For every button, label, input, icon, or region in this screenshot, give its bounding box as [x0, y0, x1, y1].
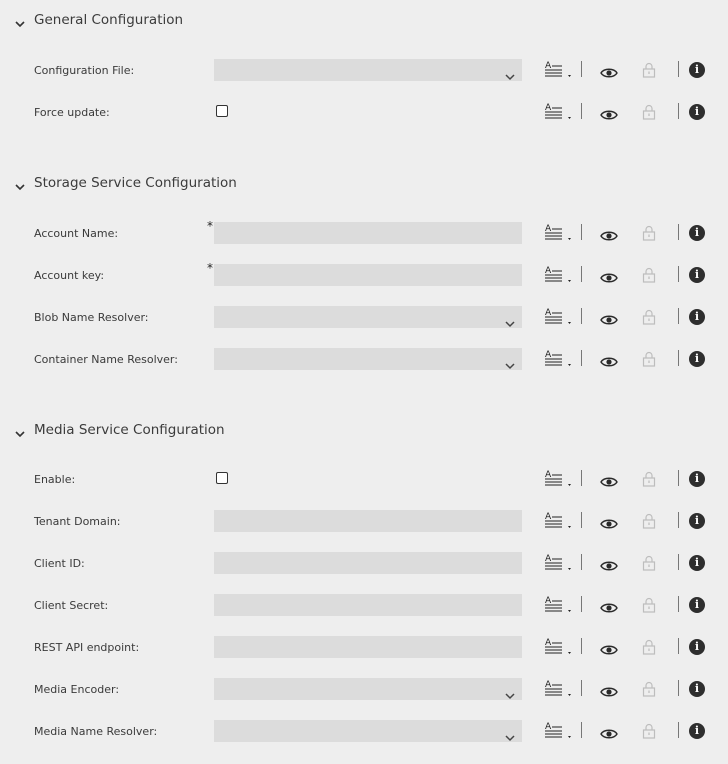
- text-format-icon[interactable]: [543, 510, 575, 532]
- field-row-rest-api-endpoint: [0, 635, 728, 659]
- divider: [678, 638, 679, 654]
- chevron-down-icon[interactable]: [14, 425, 26, 437]
- field-label: Configuration File:: [34, 64, 135, 77]
- divider: [678, 512, 679, 528]
- select-media-encoder[interactable]: [214, 678, 522, 700]
- divider: [581, 61, 582, 77]
- eye-icon[interactable]: [600, 473, 618, 485]
- text-format-icon[interactable]: [543, 468, 575, 490]
- chevron-down-icon[interactable]: [505, 355, 515, 363]
- divider: [581, 103, 582, 119]
- required-marker: *: [207, 261, 213, 275]
- lock-icon[interactable]: [642, 267, 656, 283]
- field-label: Media Encoder:: [34, 683, 120, 696]
- divider: [678, 554, 679, 570]
- field-label: Account Name:: [34, 227, 119, 240]
- select-configuration-file[interactable]: [214, 59, 522, 81]
- field-row-tenant-domain: [0, 509, 728, 533]
- eye-icon[interactable]: [600, 725, 618, 737]
- required-marker: *: [207, 219, 213, 233]
- info-icon[interactable]: i: [689, 555, 705, 571]
- field-row-force-update: [0, 100, 728, 124]
- chevron-down-icon[interactable]: [505, 685, 515, 693]
- field-label: Enable:: [34, 473, 76, 486]
- divider: [581, 638, 582, 654]
- eye-icon[interactable]: [600, 599, 618, 611]
- eye-icon[interactable]: [600, 683, 618, 695]
- input-tenant-domain[interactable]: [214, 510, 522, 532]
- section-title: Storage Service Configuration: [34, 175, 237, 191]
- input-account-key[interactable]: [214, 264, 522, 286]
- lock-icon[interactable]: [642, 351, 656, 367]
- divider: [581, 680, 582, 696]
- field-label: Container Name Resolver:: [34, 353, 178, 366]
- lock-icon[interactable]: [642, 104, 656, 120]
- info-icon[interactable]: i: [689, 639, 705, 655]
- text-format-icon[interactable]: [543, 264, 575, 286]
- input-client-secret[interactable]: [214, 594, 522, 616]
- lock-icon[interactable]: [642, 471, 656, 487]
- info-icon[interactable]: i: [689, 104, 705, 120]
- field-row-account-name: [0, 221, 728, 245]
- divider: [678, 350, 679, 366]
- field-row-container-name-resolver: [0, 347, 728, 371]
- divider: [581, 470, 582, 486]
- select-container-name-resolver[interactable]: [214, 348, 522, 370]
- text-format-icon[interactable]: [543, 222, 575, 244]
- input-client-id[interactable]: [214, 552, 522, 574]
- eye-icon[interactable]: [600, 106, 618, 118]
- select-media-name-resolver[interactable]: [214, 720, 522, 742]
- svg-text:A: A: [545, 512, 552, 522]
- field-label: REST API endpoint:: [34, 641, 140, 654]
- divider: [581, 266, 582, 282]
- field-label: Force update:: [34, 106, 110, 119]
- section-media-service-configuration: [0, 419, 728, 759]
- input-rest-api-endpoint[interactable]: [214, 636, 522, 658]
- info-icon[interactable]: i: [689, 513, 705, 529]
- info-icon[interactable]: i: [689, 309, 705, 325]
- text-format-icon[interactable]: [543, 636, 575, 658]
- text-format-icon[interactable]: [543, 552, 575, 574]
- input-account-name[interactable]: [214, 222, 522, 244]
- svg-text:A: A: [545, 103, 552, 113]
- eye-icon[interactable]: [600, 269, 618, 281]
- lock-icon[interactable]: [642, 225, 656, 241]
- chevron-down-icon[interactable]: [505, 66, 515, 74]
- chevron-down-icon[interactable]: [505, 727, 515, 735]
- chevron-down-icon[interactable]: [14, 15, 26, 27]
- svg-text:A: A: [545, 224, 552, 234]
- field-label: Media Name Resolver:: [34, 725, 158, 738]
- lock-icon[interactable]: [642, 555, 656, 571]
- section-title: General Configuration: [34, 12, 184, 28]
- info-icon[interactable]: i: [689, 62, 705, 78]
- lock-icon[interactable]: [642, 723, 656, 739]
- divider: [581, 224, 582, 240]
- field-row-enable: [0, 467, 728, 491]
- info-icon[interactable]: i: [689, 267, 705, 283]
- divider: [678, 596, 679, 612]
- field-label: Account key:: [34, 269, 105, 282]
- eye-icon[interactable]: [600, 515, 618, 527]
- eye-icon[interactable]: [600, 557, 618, 569]
- svg-text:A: A: [545, 638, 552, 648]
- divider: [581, 554, 582, 570]
- lock-icon[interactable]: [642, 62, 656, 78]
- info-icon[interactable]: i: [689, 351, 705, 367]
- field-row-blob-name-resolver: [0, 305, 728, 329]
- eye-icon[interactable]: [600, 227, 618, 239]
- field-row-client-secret: [0, 593, 728, 617]
- eye-icon[interactable]: [600, 353, 618, 365]
- info-icon[interactable]: i: [689, 723, 705, 739]
- svg-text:A: A: [545, 680, 552, 690]
- lock-icon[interactable]: [642, 309, 656, 325]
- section-title: Media Service Configuration: [34, 422, 225, 438]
- text-format-icon[interactable]: [543, 59, 575, 81]
- info-icon[interactable]: i: [689, 471, 705, 487]
- field-row-media-name-resolver: [0, 719, 728, 743]
- lock-icon[interactable]: [642, 597, 656, 613]
- text-format-icon[interactable]: [543, 348, 575, 370]
- text-format-icon[interactable]: [543, 306, 575, 328]
- field-row-account-key: [0, 263, 728, 287]
- divider: [581, 512, 582, 528]
- svg-text:A: A: [545, 596, 552, 606]
- lock-icon[interactable]: [642, 513, 656, 529]
- text-format-icon[interactable]: [543, 594, 575, 616]
- divider: [678, 722, 679, 738]
- info-icon[interactable]: i: [689, 597, 705, 613]
- divider: [678, 224, 679, 240]
- select-blob-name-resolver[interactable]: [214, 306, 522, 328]
- text-format-icon[interactable]: [543, 678, 575, 700]
- divider: [678, 103, 679, 119]
- svg-text:A: A: [545, 722, 552, 732]
- field-label: Blob Name Resolver:: [34, 311, 149, 324]
- text-format-icon[interactable]: [543, 101, 575, 123]
- svg-text:A: A: [545, 554, 552, 564]
- svg-text:A: A: [545, 470, 552, 480]
- eye-icon[interactable]: [600, 641, 618, 653]
- eye-icon[interactable]: [600, 64, 618, 76]
- lock-icon[interactable]: [642, 639, 656, 655]
- info-icon[interactable]: i: [689, 225, 705, 241]
- checkbox-force-update[interactable]: [216, 105, 228, 117]
- field-label: Client Secret:: [34, 599, 109, 612]
- svg-text:A: A: [545, 350, 552, 360]
- divider: [581, 596, 582, 612]
- field-label: Tenant Domain:: [34, 515, 121, 528]
- info-icon[interactable]: i: [689, 681, 705, 697]
- divider: [581, 722, 582, 738]
- divider: [678, 266, 679, 282]
- svg-text:A: A: [545, 266, 552, 276]
- text-format-icon[interactable]: [543, 720, 575, 742]
- field-row-client-id: [0, 551, 728, 575]
- lock-icon[interactable]: [642, 681, 656, 697]
- divider: [678, 470, 679, 486]
- chevron-down-icon[interactable]: [505, 313, 515, 321]
- field-label: Client ID:: [34, 557, 85, 570]
- svg-text:A: A: [545, 308, 552, 318]
- checkbox-enable[interactable]: [216, 472, 228, 484]
- divider: [581, 308, 582, 324]
- svg-text:A: A: [545, 61, 552, 71]
- divider: [581, 350, 582, 366]
- divider: [678, 61, 679, 77]
- field-row-media-encoder: [0, 677, 728, 701]
- eye-icon[interactable]: [600, 311, 618, 323]
- divider: [678, 680, 679, 696]
- field-row-configuration-file: [0, 58, 728, 82]
- divider: [678, 308, 679, 324]
- chevron-down-icon[interactable]: [14, 178, 26, 190]
